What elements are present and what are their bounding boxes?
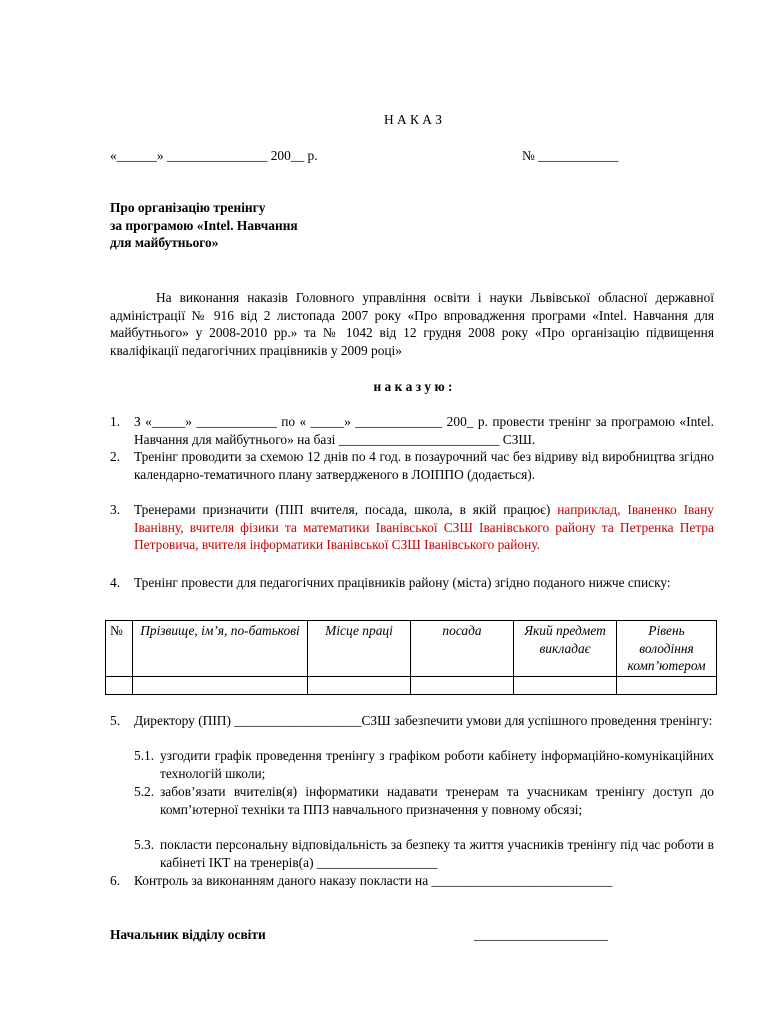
- table-header-subject: Який предмет викладає: [514, 621, 617, 677]
- item-6-number: 6.: [110, 873, 121, 888]
- subject-block: [110, 199, 298, 252]
- item-5-3-number: 5.3.: [134, 837, 155, 852]
- table-header-position: посада: [411, 621, 514, 677]
- table-header-workplace: Місце праці: [308, 621, 411, 677]
- signature-title: Начальник відділу освіти: [110, 927, 266, 942]
- order-number-line: № ____________: [522, 148, 619, 163]
- item-1-text: З «_____» ____________ по « _____» _____________ 200_ р. провести тренінг за програмою «Intel. Навчання для майбутнього» на базі ________________________ СЗШ.: [134, 414, 714, 447]
- order-word: н а к а з у ю :: [373, 379, 453, 394]
- table-cell: [106, 677, 133, 695]
- table-cell: [308, 677, 411, 695]
- participants-table: [105, 620, 717, 695]
- item-2-text: Тренінг проводити за схемою 12 днів по 4 год. в позаурочний час без відриву від виробництва згідно календарно-тематичного плану затвердженого в ЛОІППО (додається).: [134, 449, 714, 482]
- date-line: «______» _______________ 200__ р.: [110, 148, 318, 163]
- table-header-computer-level: Рівень володіння комп’ютером: [617, 621, 717, 677]
- table-cell: [133, 677, 308, 695]
- preamble-paragraph: На виконання наказів Головного управління освіти і науки Львівської обласної державної адміністрації № 916 від 2 листопада 2007 року «Про впровадження програми «Intel. Навчання для майбутнього» у 2008-2010 рр.» та № 1042 від 12 грудня 2008 року «Про організацію підвищення кваліфікації педагогічних працівників у 2009 році»: [110, 290, 714, 359]
- subject-line-3: для майбутнього»: [110, 235, 219, 251]
- signature-line: ____________________: [474, 927, 608, 942]
- item-5-number: 5.: [110, 713, 121, 728]
- item-4-number: 4.: [110, 575, 121, 590]
- item-2-number: 2.: [110, 449, 121, 464]
- table-cell: [617, 677, 717, 695]
- table-cell: [411, 677, 514, 695]
- table-header-row: [106, 621, 717, 677]
- subject-line-1: Про організацію тренінгу: [110, 200, 266, 215]
- item-1-number: 1.: [110, 414, 121, 429]
- item-5-2-text: забов’язати вчителів(я) інформатики надавати тренерам та учасникам тренінгу доступ до комп’ютерної техніки та ППЗ навчального призначення у повному обсязі;: [160, 784, 714, 817]
- item-5-2-number: 5.2.: [134, 784, 155, 799]
- table-row: [106, 677, 717, 695]
- item-5-3-text: покласти персональну відповідальність за безпеку та життя учасників тренінгу під час роботи в кабінеті ІКТ на тренерів(а) __________________: [160, 837, 714, 870]
- item-3-example-text: наприклад, Іваненко Івану Іванівну, вчителя фізики та математики Іванівської СЗШ Іванівського району та Петренка Петра Петровича, вчителя інформатики Іванівської СЗШ Іванівського району.: [134, 502, 714, 553]
- item-3-paragraph: [134, 501, 714, 554]
- item-5-1-text: узгодити графік проведення тренінгу з графіком роботи кабінету інформаційно-комунікаційних технологій школи;: [160, 748, 714, 781]
- item-3-number: 3.: [110, 502, 121, 517]
- subject-line-2: за програмою «Intel. Навчання: [110, 217, 298, 233]
- item-5-text: Директору (ПІП) ___________________СЗШ забезпечити умови для успішного проведення тренінгу:: [134, 713, 713, 728]
- table-header-name: Прізвище, ім’я, по-батькові: [133, 621, 308, 677]
- item-6-text: Контроль за виконанням даного наказу покласти на ___________________________: [134, 873, 613, 888]
- table-cell: [514, 677, 617, 695]
- document-title: Н А К А З: [383, 112, 443, 127]
- item-3-text: Тренерами призначити (ПІП вчителя, посада, школа, в якій працює): [134, 502, 551, 517]
- item-4-text: Тренінг провести для педагогічних працівників району (міста) згідно поданого нижче списку:: [134, 575, 671, 590]
- table-header-number: №: [106, 621, 133, 677]
- item-5-1-number: 5.1.: [134, 748, 155, 763]
